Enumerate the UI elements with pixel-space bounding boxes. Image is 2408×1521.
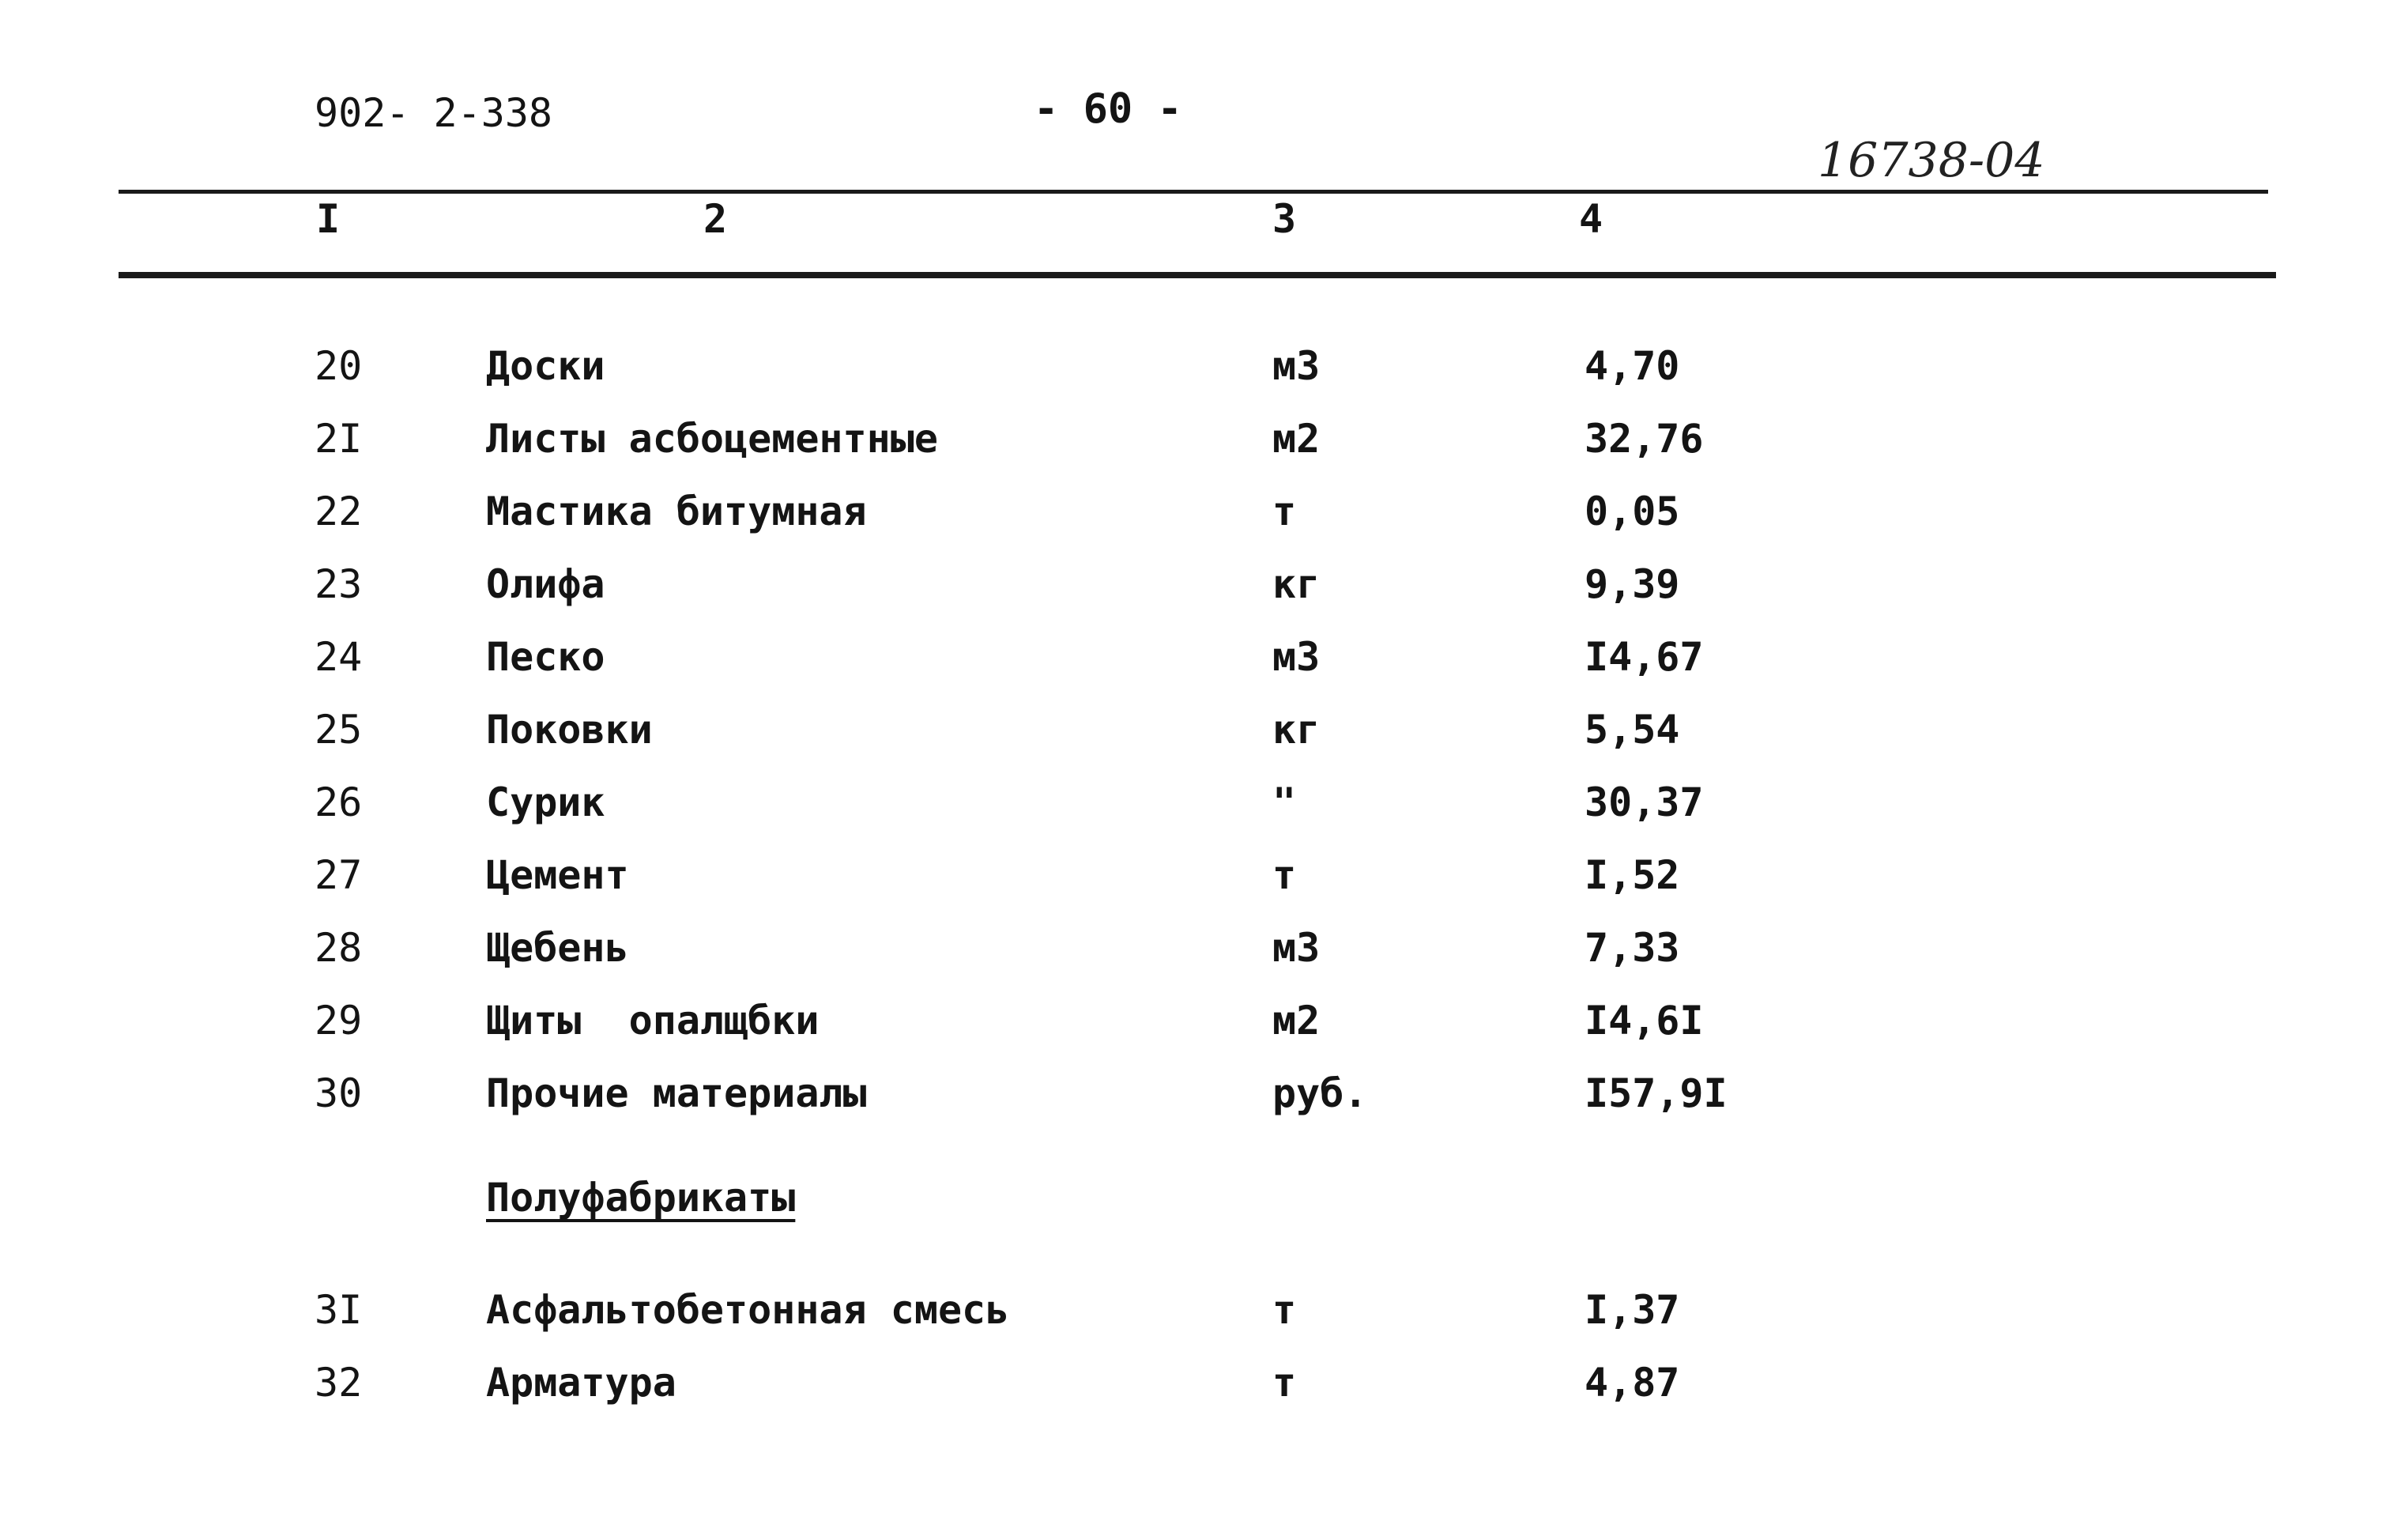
unit: м2 [1272, 416, 1321, 462]
table-row [0, 1066, 2408, 1121]
quantity: 30,37 [1585, 779, 1704, 825]
unit: м2 [1272, 998, 1321, 1044]
unit: руб. [1272, 1070, 1368, 1116]
column-header-3: 3 [1272, 196, 1297, 242]
unit: т [1272, 1360, 1297, 1406]
quantity: I,52 [1585, 852, 1680, 898]
quantity: 7,33 [1585, 925, 1680, 971]
row-number: 20 [315, 343, 363, 389]
table-row [0, 1282, 2408, 1338]
unit: кг [1272, 707, 1321, 753]
column-header-2: 2 [703, 196, 728, 242]
document-code: 902- 2-338 [315, 90, 553, 136]
row-number: 27 [315, 852, 363, 898]
unit: т [1272, 852, 1297, 898]
quantity: I57,9I [1585, 1070, 1728, 1116]
material-name: Щебень [486, 925, 629, 971]
material-name: Доски [486, 343, 605, 389]
column-header-4: 4 [1579, 196, 1603, 242]
table-row [0, 993, 2408, 1048]
row-number: 23 [315, 561, 363, 607]
unit: т [1272, 489, 1297, 534]
table-row [0, 1355, 2408, 1410]
row-number: 25 [315, 707, 363, 753]
table-header-rule [119, 272, 2276, 278]
quantity: I,37 [1585, 1287, 1680, 1333]
table-row [0, 847, 2408, 903]
material-name: Цемент [486, 852, 629, 898]
material-name: Сурик [486, 779, 605, 825]
section-title-semi-finished: Полуфабрикаты [486, 1175, 796, 1221]
table-row [0, 338, 2408, 394]
handwritten-number: 16738-04 [1818, 133, 2045, 188]
material-name: Мастика битумная [486, 489, 867, 534]
quantity: 32,76 [1585, 416, 1704, 462]
row-number: 30 [315, 1070, 363, 1116]
unit: кг [1272, 561, 1321, 607]
unit: м3 [1272, 634, 1321, 680]
quantity: 4,87 [1585, 1360, 1680, 1406]
page-number: - 60 - [1034, 85, 1182, 133]
table-row [0, 629, 2408, 685]
table-top-rule [119, 190, 2268, 194]
material-name: Асфальтобетонная смесь [486, 1287, 1010, 1333]
row-number: 32 [315, 1360, 363, 1406]
unit: " [1272, 779, 1297, 825]
table-row [0, 775, 2408, 830]
material-name: Песко [486, 634, 605, 680]
material-name: Поковки [486, 707, 653, 753]
material-name: Листы асбоцементные [486, 416, 938, 462]
material-name: Олифа [486, 561, 605, 607]
row-number: 22 [315, 489, 363, 534]
unit: м3 [1272, 343, 1321, 389]
table-row [0, 411, 2408, 466]
unit: т [1272, 1287, 1297, 1333]
row-number: 3I [315, 1287, 363, 1333]
row-number: 26 [315, 779, 363, 825]
quantity: I4,67 [1585, 634, 1704, 680]
material-name: Щиты опалщбки [486, 998, 820, 1044]
table-row [0, 557, 2408, 612]
quantity: 4,70 [1585, 343, 1680, 389]
quantity: I4,6I [1585, 998, 1704, 1044]
unit: м3 [1272, 925, 1321, 971]
material-name: Арматура [486, 1360, 676, 1406]
table-row [0, 702, 2408, 757]
table-row [0, 484, 2408, 539]
quantity: 0,05 [1585, 489, 1680, 534]
column-header-1: I [316, 196, 341, 242]
material-name: Прочие материалы [486, 1070, 867, 1116]
table-row [0, 920, 2408, 976]
row-number: 29 [315, 998, 363, 1044]
row-number: 28 [315, 925, 363, 971]
row-number: 2I [315, 416, 363, 462]
quantity: 5,54 [1585, 707, 1680, 753]
row-number: 24 [315, 634, 363, 680]
quantity: 9,39 [1585, 561, 1680, 607]
